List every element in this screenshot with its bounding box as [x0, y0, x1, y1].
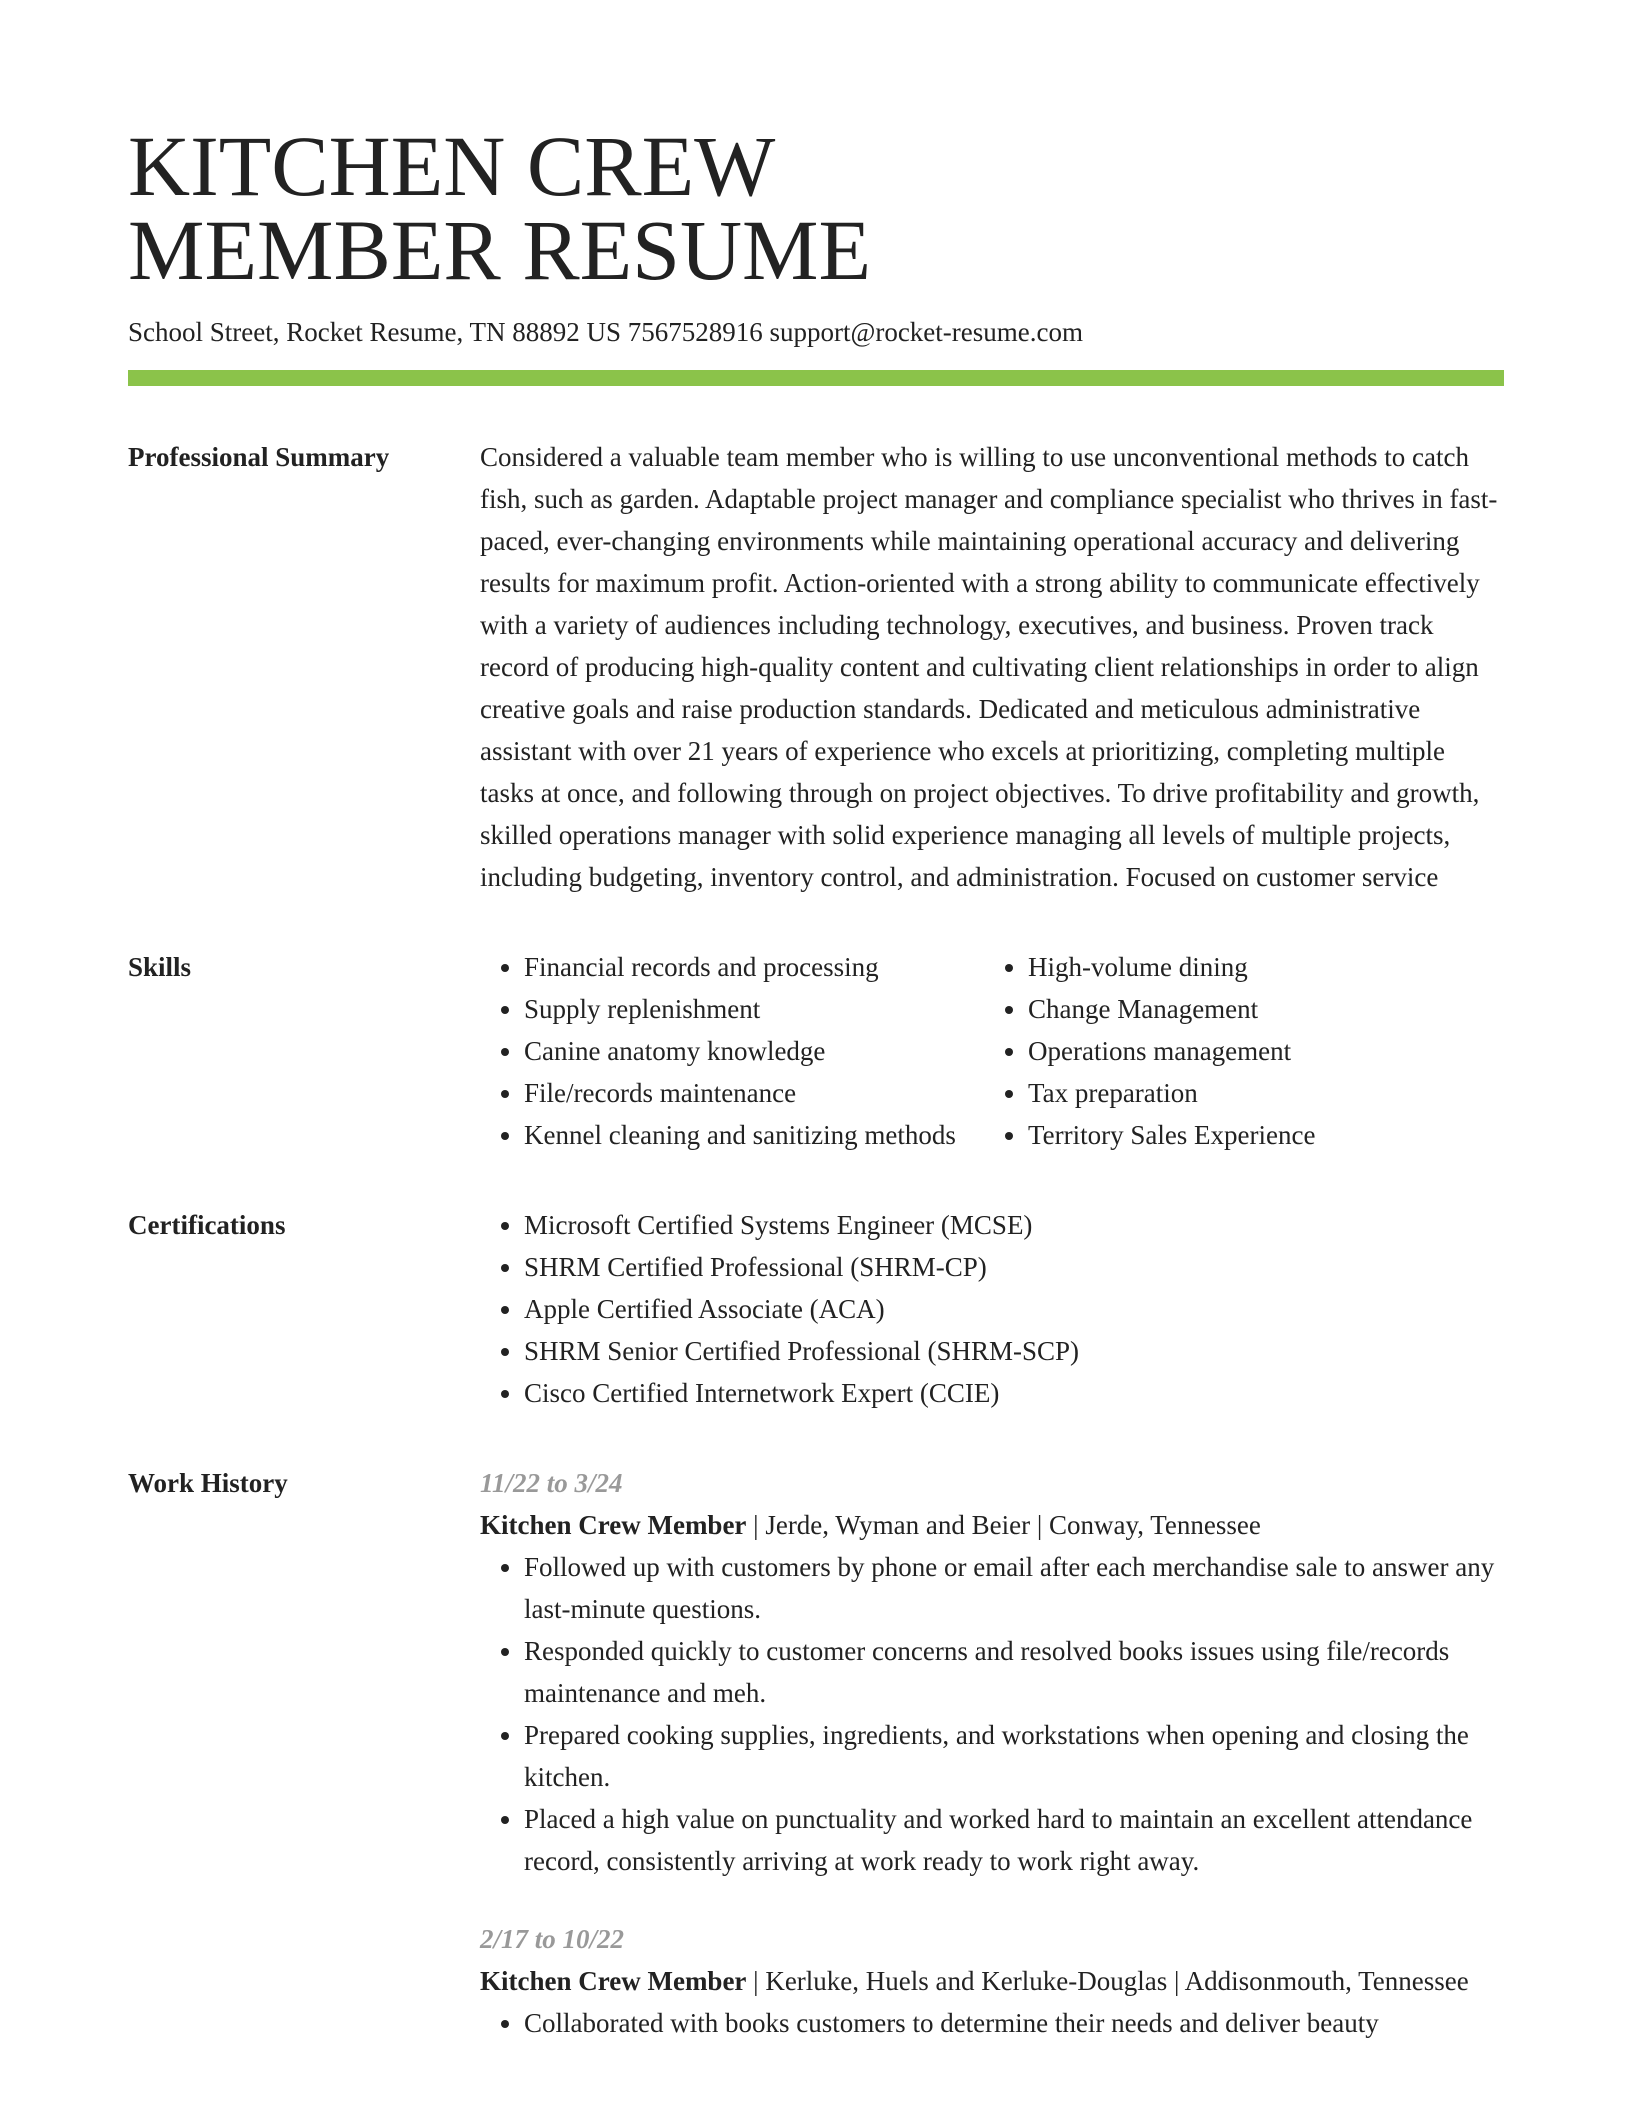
skills-section: [128, 946, 1504, 1156]
contact-phone: 7567528916: [627, 317, 763, 347]
job-bullet-list: [480, 1546, 1504, 1882]
job-entry: [480, 1918, 1504, 2044]
contact-email: support@rocket-resume.com: [769, 317, 1083, 347]
skill-item: • Change Management: [1028, 988, 1504, 1030]
certification-item: • Apple Certified Associate (ACA): [524, 1288, 1504, 1330]
accent-divider: [128, 370, 1504, 386]
job-employer-location: | Jerde, Wyman and Beier | Conway, Tennessee: [746, 1510, 1261, 1540]
job-employer-location: | Kerluke, Huels and Kerluke-Douglas | Addisonmouth, Tennessee: [746, 1966, 1469, 1996]
skill-item: • High-volume dining: [1028, 946, 1504, 988]
certifications-section: [128, 1204, 1504, 1414]
job-bullet-list: [480, 2002, 1504, 2044]
certification-item: • SHRM Senior Certified Professional (SHRM-SCP): [524, 1330, 1504, 1372]
resume-title: [128, 118, 1504, 298]
certifications-heading: Certifications: [128, 1210, 286, 1240]
job-dates: 2/17 to 10/22: [480, 1924, 625, 1954]
summary-heading: Professional Summary: [128, 442, 390, 472]
job-bullet: • Responded quickly to customer concerns and resolved books issues using file/records maintenance and meh.: [524, 1630, 1504, 1714]
certifications-list: [480, 1204, 1504, 1414]
resume-page: [128, 118, 1504, 2080]
job-heading-line: [480, 1960, 1504, 2002]
work-history-entries: [480, 1462, 1504, 2080]
contact-address: School Street, Rocket Resume, TN 88892 US: [128, 317, 621, 347]
job-title: Kitchen Crew Member: [480, 1510, 747, 1540]
skill-item: • Territory Sales Experience: [1028, 1114, 1504, 1156]
skill-item: • Operations management: [1028, 1030, 1504, 1072]
contact-line: [128, 316, 1504, 348]
skill-item: • File/records maintenance: [524, 1072, 984, 1114]
certification-item: • Microsoft Certified Systems Engineer (MCSE): [524, 1204, 1504, 1246]
job-heading-line: [480, 1504, 1504, 1546]
skill-item: • Kennel cleaning and sanitizing methods: [524, 1114, 984, 1156]
certification-item: • SHRM Certified Professional (SHRM-CP): [524, 1246, 1504, 1288]
skills-list-right: [984, 946, 1504, 1156]
summary-section: [128, 436, 1504, 898]
title-line-1: KITCHEN CREW: [128, 118, 776, 214]
job-bullet: • Placed a high value on punctuality and worked hard to maintain an excellent attendance record, consistently arriving at work ready to work right away.: [524, 1798, 1504, 1882]
skills-heading: Skills: [128, 952, 192, 982]
skills-list-left: [480, 946, 984, 1156]
skill-item: • Canine anatomy knowledge: [524, 1030, 984, 1072]
summary-text: Considered a valuable team member who is willing to use unconventional methods to catch fish, such as garden. Adaptable project manager and compliance specialist who thrives in fast-paced, ever-changing environments while maintaining operational accuracy and delivering results for maximum profit. Action-oriented with a strong ability to communicate effectively with a variety of audiences including technology, executives, and business. Proven track record of producing high-quality content and cultivating client relationships in order to align creative goals and raise production standards. Dedicated and meticulous administrative assistant with over 21 years of experience who excels at prioritizing, completing multiple tasks at once, and following through on project objectives. To drive profitability and growth, skilled operations manager with solid experience managing all levels of multiple projects, including budgeting, inventory control, and administration. Focused on customer service: [480, 442, 1498, 892]
job-title: Kitchen Crew Member: [480, 1966, 747, 1996]
skill-item: • Supply replenishment: [524, 988, 984, 1030]
work-history-section: [128, 1462, 1504, 2080]
skill-item: • Financial records and processing: [524, 946, 984, 988]
certification-item: • Cisco Certified Internetwork Expert (CCIE): [524, 1372, 1504, 1414]
job-bullet: • Followed up with customers by phone or email after each merchandise sale to answer any last-minute questions.: [524, 1546, 1504, 1630]
job-bullet: • Prepared cooking supplies, ingredients, and workstations when opening and closing the kitchen.: [524, 1714, 1504, 1798]
job-dates: 11/22 to 3/24: [480, 1468, 623, 1498]
skill-item: • Tax preparation: [1028, 1072, 1504, 1114]
job-entry: [480, 1462, 1504, 1882]
job-bullet: • Collaborated with books customers to determine their needs and deliver beauty: [524, 2002, 1504, 2044]
title-line-2: MEMBER RESUME: [128, 202, 872, 298]
work-history-heading: Work History: [128, 1468, 288, 1498]
